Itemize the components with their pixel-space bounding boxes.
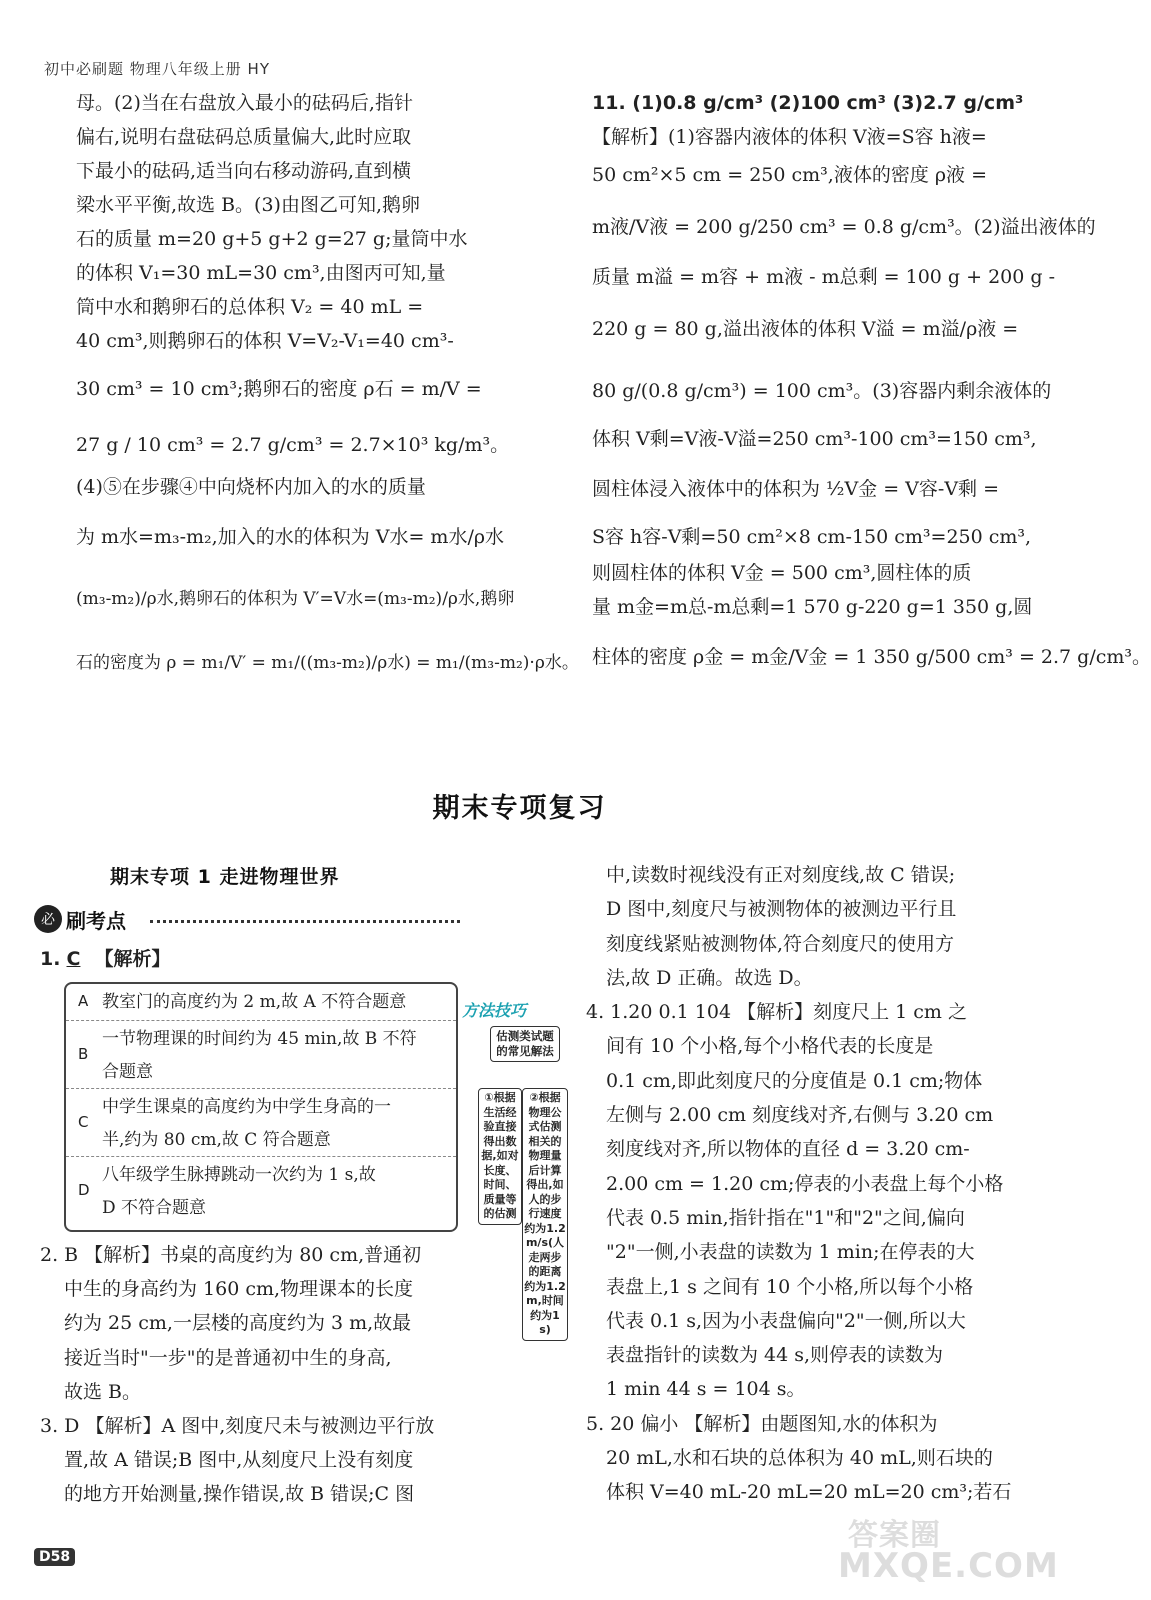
text-line: 27 g / 10 cm³ = 2.7 g/cm³ = 2.7×10³ kg/m³。	[76, 434, 510, 456]
row-text: 合题意	[102, 1062, 153, 1082]
text-line: 刻度线对齐,所以物体的直径 d = 3.20 cm-	[606, 1138, 970, 1161]
text-line: 接近当时"一步"的是普通初中生的身高,	[64, 1346, 392, 1369]
text-line: 80 g/(0.8 g/cm³) = 100 cm³。(3)容器内剩余液体的	[592, 380, 1052, 402]
shua-kaodian-badge	[34, 904, 126, 934]
text-line: 则圆柱体的体积 V金 = 500 cm³,圆柱体的质	[592, 562, 972, 584]
text-line: 体积 V剩=V液-V溢=250 cm³-100 cm³=150 cm³,	[592, 428, 1037, 450]
answer-line: 11. (1)0.8 g/cm³ (2)100 cm³ (3)2.7 g/cm³	[592, 92, 1024, 114]
text-line: 2.00 cm = 1.20 cm;停表的小表盘上每个小格	[606, 1172, 1004, 1195]
text-line: 1 min 44 s = 104 s。	[606, 1378, 806, 1401]
text-line: 2. B 【解析】书桌的高度约为 80 cm,普通初	[40, 1244, 422, 1266]
q1-line	[40, 942, 171, 976]
text-line: 30 cm³ = 10 cm³;鹅卵石的密度 ρ石 = m/V =	[76, 378, 482, 400]
row-text: 中学生课桌的高度约为中学生身高的一	[102, 1097, 391, 1117]
row-label: A	[78, 992, 89, 1010]
text-line: 筒中水和鹅卵石的总体积 V₂ = 40 mL =	[76, 296, 424, 318]
text-line: (m₃-m₂)/ρ水,鹅卵石的体积为 V′=V水=(m₃-m₂)/ρ水,鹅卵	[76, 589, 515, 609]
text-line: 220 g = 80 g,溢出液体的体积 V溢 = m溢/ρ液 =	[592, 318, 1019, 340]
text-line: 0.1 cm,即此刻度尺的分度值是 0.1 cm;物体	[606, 1069, 983, 1092]
text-line: 代表 0.1 s,因为小表盘偏向"2"一侧,所以大	[606, 1309, 966, 1332]
page-number: D58	[34, 1548, 75, 1566]
method-tips-box	[462, 998, 572, 1336]
q1-number: 1.	[40, 948, 61, 970]
text-line: 石的质量 m=20 g+5 g+2 g=27 g;量筒中水	[76, 228, 468, 250]
q1-tag: 【解析】	[94, 948, 171, 970]
text-line: 4. 1.20 0.1 104 【解析】刻度尺上 1 cm 之	[586, 1001, 967, 1024]
sub-title: 期末专项 1 走进物理世界	[110, 866, 340, 888]
left-bottom-column	[40, 1238, 460, 1512]
text-line: 表盘上,1 s 之间有 10 个小格,所以每个小格	[606, 1275, 974, 1298]
table-row	[66, 1020, 456, 1089]
text-line: 柱体的密度 ρ金 = m金/V金 = 1 350 g/500 cm³ = 2.7 g/cm³。	[592, 646, 1151, 668]
watermark-url: MXQE.COM	[838, 1546, 1059, 1586]
text-line: 梁水平平衡,故选 B。(3)由图乙可知,鹅卵	[76, 194, 420, 216]
section-title: 期末专项复习	[432, 793, 607, 824]
text-line: (4)⑤在步骤④中向烧杯内加入的水的质量	[76, 476, 426, 498]
text-line: 故选 B。	[64, 1380, 142, 1403]
right-bottom-column	[586, 858, 1012, 1510]
text-line: D 图中,刻度尺与被测物体的被测边平行且	[606, 898, 957, 921]
method-tips-heading: 方法技巧	[462, 1001, 527, 1020]
text-line: 中生的身高约为 160 cm,物理课本的长度	[64, 1278, 414, 1301]
right-top-column	[592, 86, 1151, 674]
badge-label: 刷考点	[66, 908, 126, 933]
text-line: 置,故 A 错误;B 图中,从刻度尺上没有刻度	[64, 1449, 414, 1472]
row-text: 半,约为 80 cm,故 C 符合题意	[102, 1130, 331, 1150]
left-top-column	[76, 86, 579, 680]
text-line: 左侧与 2.00 cm 刻度线对齐,右侧与 3.20 cm	[606, 1104, 994, 1127]
text-line: 中,读数时视线没有正对刻度线,故 C 错误;	[606, 864, 956, 886]
text-line: 表盘指针的读数为 44 s,则停表的读数为	[606, 1344, 944, 1367]
text-line: 【解析】(1)容器内液体的体积 V液=S容 h液=	[592, 126, 987, 148]
text-line: 20 mL,水和石块的总体积为 40 mL,则石块的	[606, 1447, 993, 1470]
row-label: C	[78, 1113, 89, 1131]
text-line: 40 cm³,则鹅卵石的体积 V=V₂-V₁=40 cm³-	[76, 330, 454, 352]
table-row	[66, 1156, 456, 1227]
pen-badge-icon: 必	[34, 905, 62, 933]
text-line: S容 h容-V剩=50 cm²×8 cm-150 cm³=250 cm³,	[592, 526, 1032, 548]
text-line: "2"一侧,小表盘的读数为 1 min;在停表的大	[606, 1241, 975, 1264]
text-line: 为 m水=m₃-m₂,加入的水的体积为 V水= m水/ρ水	[76, 526, 505, 548]
q1-analysis-table	[64, 982, 458, 1232]
text-line: 50 cm²×5 cm = 250 cm³,液体的密度 ρ液 =	[592, 164, 987, 186]
text-line: 质量 m溢 = m容 + m液 - m总剩 = 100 g + 200 g -	[592, 266, 1055, 288]
row-text: 一节物理课的时间约为 45 min,故 B 不符	[102, 1029, 417, 1049]
text-line: 5. 20 偏小 【解析】由题图知,水的体积为	[586, 1412, 938, 1435]
row-text: 八年级学生脉搏跳动一次约为 1 s,故	[102, 1165, 376, 1185]
text-line: 间有 10 个小格,每个小格代表的长度是	[606, 1035, 934, 1058]
text-line: 下最小的砝码,适当向右移动游码,直到横	[76, 160, 412, 182]
row-text: D 不符合题意	[102, 1198, 207, 1218]
table-row	[66, 984, 456, 1020]
text-line: 的地方开始测量,操作错误,故 B 错误;C 图	[64, 1483, 415, 1506]
text-line: 代表 0.5 min,指针指在"1"和"2"之间,偏向	[606, 1206, 965, 1229]
dotted-divider	[150, 920, 460, 923]
row-label: D	[78, 1181, 90, 1199]
text-line: 石的密度为 ρ = m₁/V′ = m₁/((m₃-m₂)/ρ水) = m₁/(m₃-m₂)·ρ水。	[76, 653, 579, 673]
method-item-1: ①根据生活经验直接得出数据,如对长度、时间、质量等的估测	[478, 1088, 522, 1225]
running-header: 初中必刷题 物理八年级上册 HY	[44, 60, 270, 78]
method-item-2: ②根据物理公式估测相关的物理量后计算得出,如人的步行速度约为1.2 m/s(人走两步的距离约为1.2 m,时间约为1 s)	[522, 1088, 568, 1341]
text-line: 刻度线紧贴被测物体,符合刻度尺的使用方	[606, 932, 955, 955]
text-line: 的体积 V₁=30 mL=30 cm³,由图丙可知,量	[76, 262, 446, 284]
text-line: 偏右,说明右盘砝码总质量偏大,此时应取	[76, 126, 412, 148]
text-line: m液/V液 = 200 g/250 cm³ = 0.8 g/cm³。(2)溢出液体的	[592, 216, 1096, 238]
text-line: 体积 V=40 mL-20 mL=20 mL=20 cm³;若石	[606, 1481, 1012, 1504]
method-title: 估测类试题的常见解法	[490, 1026, 560, 1062]
text-line: 母。(2)当在右盘放入最小的砝码后,指针	[76, 92, 413, 114]
text-line: 约为 25 cm,一层楼的高度约为 3 m,故最	[64, 1312, 412, 1335]
table-row	[66, 1088, 456, 1157]
text-line: 3. D 【解析】A 图中,刻度尺未与被测边平行放	[40, 1415, 435, 1438]
text-line: 法,故 D 正确。故选 D。	[606, 966, 813, 989]
watermark-logo: 答案圈	[848, 1518, 941, 1553]
text-line: 量 m金=m总-m总剩=1 570 g-220 g=1 350 g,圆	[592, 596, 1033, 618]
text-line: 圆柱体浸入液体中的体积为 ½V金 = V容-V剩 =	[592, 478, 999, 500]
row-label: B	[78, 1045, 89, 1063]
q1-answer: C	[66, 948, 81, 970]
row-text: 教室门的高度约为 2 m,故 A 不符合题意	[102, 992, 407, 1012]
